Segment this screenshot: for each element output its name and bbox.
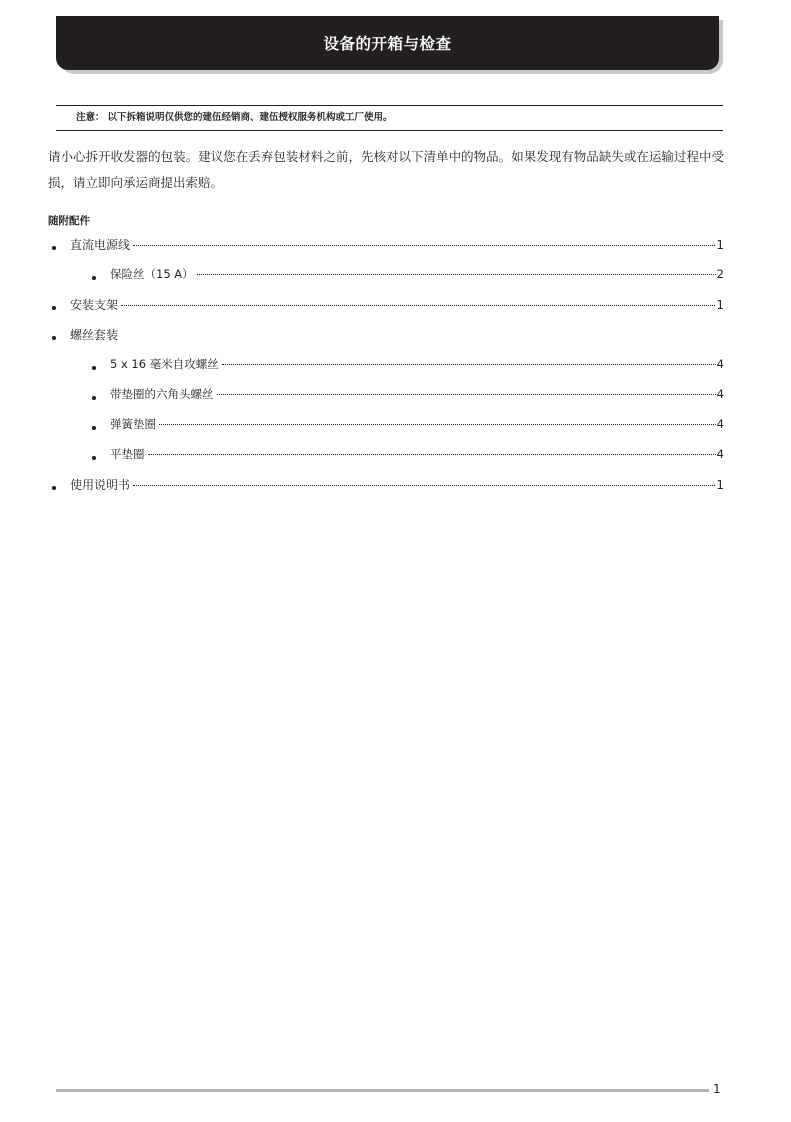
list-item bbox=[48, 326, 724, 356]
item-label: 保险丝（15 A） bbox=[110, 267, 194, 281]
bullet-icon bbox=[92, 276, 96, 280]
dot-leader bbox=[121, 304, 715, 306]
footer-rule bbox=[56, 1089, 709, 1092]
note-label: 注意： bbox=[76, 112, 105, 123]
bullet-icon bbox=[92, 396, 96, 400]
item-quantity: 4 bbox=[716, 357, 724, 371]
accessory-list bbox=[48, 236, 724, 506]
list-item bbox=[48, 386, 724, 416]
list-item bbox=[48, 356, 724, 386]
page-number: 1 bbox=[713, 1082, 721, 1096]
list-entry bbox=[110, 356, 724, 372]
list-item bbox=[48, 236, 724, 266]
list-entry bbox=[70, 326, 724, 343]
page-title: 设备的开箱与检查 bbox=[323, 35, 452, 53]
bullet-icon bbox=[52, 486, 56, 490]
dot-leader bbox=[133, 484, 715, 486]
bullet-icon bbox=[52, 246, 56, 250]
item-label: 平垫圈 bbox=[110, 447, 145, 461]
item-quantity: 4 bbox=[716, 387, 724, 401]
header-banner bbox=[56, 16, 723, 74]
list-entry bbox=[70, 236, 724, 253]
bullet-icon bbox=[92, 456, 96, 460]
list-item bbox=[48, 416, 724, 446]
note-rule-top bbox=[56, 105, 723, 106]
bullet-icon bbox=[52, 336, 56, 340]
item-label: 带垫圈的六角头螺丝 bbox=[110, 387, 214, 401]
item-label: 直流电源线 bbox=[70, 238, 131, 252]
item-label: 5 x 16 毫米自攻螺丝 bbox=[110, 357, 219, 371]
banner-body bbox=[56, 16, 719, 70]
dot-leader bbox=[121, 335, 723, 336]
list-entry bbox=[70, 476, 724, 493]
list-item bbox=[48, 296, 724, 326]
note-rule-bottom bbox=[56, 130, 723, 131]
list-item bbox=[48, 266, 724, 296]
list-item bbox=[48, 476, 724, 506]
item-quantity: 2 bbox=[716, 267, 724, 281]
item-quantity: 1 bbox=[716, 238, 724, 252]
dot-leader bbox=[222, 363, 716, 365]
dot-leader bbox=[197, 273, 716, 275]
bullet-icon bbox=[92, 426, 96, 430]
item-label: 安装支架 bbox=[70, 298, 119, 312]
list-item bbox=[48, 446, 724, 476]
bullet-icon bbox=[52, 306, 56, 310]
dot-leader bbox=[133, 244, 715, 246]
list-entry bbox=[70, 296, 724, 313]
note-text bbox=[76, 111, 393, 125]
item-label: 使用说明书 bbox=[70, 478, 131, 492]
intro-paragraph: 请小心拆开收发器的包装。建议您在丢弃包装材料之前，先核对以下清单中的物品。如果发现有物品缺失或在运输过程中受损，请立即向承运商提出索赔。 bbox=[48, 149, 724, 190]
item-quantity: 4 bbox=[716, 417, 724, 431]
item-quantity: 1 bbox=[716, 298, 724, 312]
item-label: 弹簧垫圈 bbox=[110, 417, 156, 431]
dot-leader bbox=[148, 453, 716, 455]
item-quantity: 4 bbox=[716, 447, 724, 461]
list-entry bbox=[110, 386, 724, 402]
list-entry bbox=[110, 266, 724, 282]
list-entry bbox=[110, 416, 724, 432]
note-body: 以下拆箱说明仅供您的建伍经销商、建伍授权服务机构或工厂使用。 bbox=[107, 112, 393, 123]
item-label: 螺丝套装 bbox=[70, 328, 119, 342]
list-entry bbox=[110, 446, 724, 462]
bullet-icon bbox=[92, 366, 96, 370]
item-quantity: 1 bbox=[716, 478, 724, 492]
dot-leader bbox=[217, 393, 716, 395]
dot-leader bbox=[159, 423, 716, 425]
section-heading: 随附配件 bbox=[48, 215, 90, 227]
